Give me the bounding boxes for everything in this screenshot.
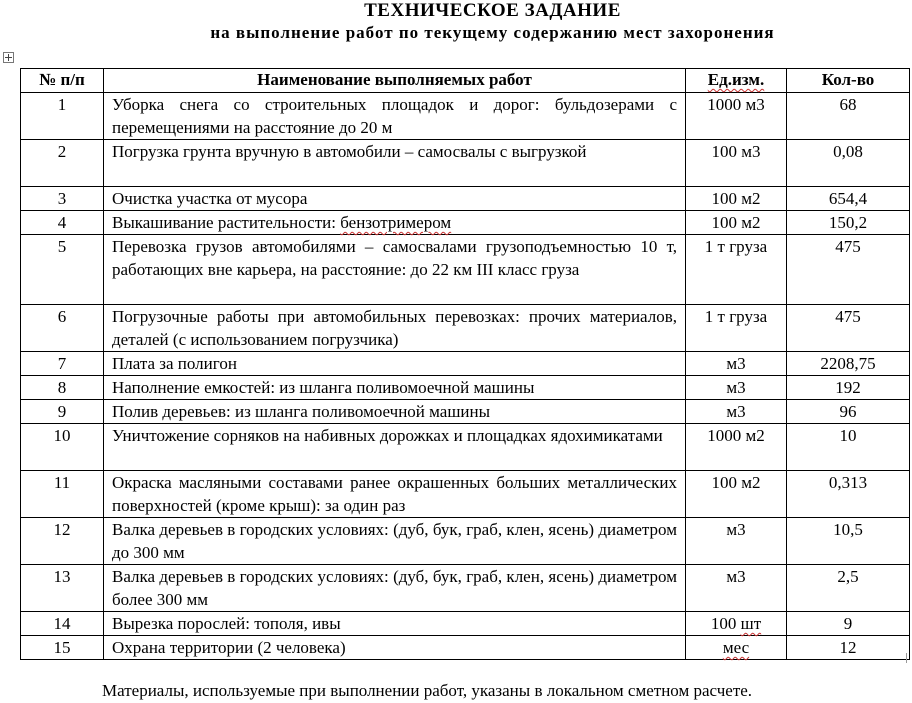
row-quantity: 0,313: [787, 471, 910, 518]
row-unit: 100 м3: [686, 140, 787, 187]
row-work-name: Валка деревьев в городских условиях: (дуб, бук, граб, клен, ясень) диаметром более 300 мм: [104, 565, 686, 612]
row-quantity: 9: [787, 612, 910, 636]
table-row: [21, 565, 910, 612]
row-number: 7: [21, 352, 104, 376]
row-unit: м3: [686, 518, 787, 565]
document-title: ТЕХНИЧЕСКОЕ ЗАДАНИЕ: [364, 0, 621, 21]
row-number: 11: [21, 471, 104, 518]
row-work-name: Окраска масляными составами ранее окрашенных больших металлических поверхностей (кроме крыш): за один раз: [104, 471, 686, 518]
row-unit: 1 т груза: [686, 305, 787, 352]
row-work-name: Наполнение емкостей: из шланга поливомоечной машины: [104, 376, 686, 400]
row-quantity: 10: [787, 424, 910, 471]
row-quantity: 10,5: [787, 518, 910, 565]
row-work-name: Погрузка грунта вручную в автомобили – самосвалы с выгрузкой: [104, 140, 686, 187]
row-quantity: 96: [787, 400, 910, 424]
table-row: [21, 636, 910, 660]
header-num: № п/п: [21, 69, 104, 93]
header-unit: [686, 69, 787, 93]
row-work-name: Плата за полигон: [104, 352, 686, 376]
row-number: 4: [21, 211, 104, 235]
row-number: 6: [21, 305, 104, 352]
spellcheck-mark: шт: [740, 614, 762, 633]
header-unit-text: Ед.изм.: [707, 70, 765, 89]
table-row: [21, 376, 910, 400]
row-work-name: Выкашивание растительности: бензотримером: [104, 211, 686, 235]
row-unit: 1000 м3: [686, 93, 787, 140]
row-quantity: 68: [787, 93, 910, 140]
row-quantity: 654,4: [787, 187, 910, 211]
row-unit: 1 т груза: [686, 235, 787, 305]
row-number: 14: [21, 612, 104, 636]
row-unit: 100 шт: [686, 612, 787, 636]
table-row: [21, 612, 910, 636]
table-row: [21, 140, 910, 187]
header-qty: Кол-во: [787, 69, 910, 93]
row-work-name: Полив деревьев: из шланга поливомоечной машины: [104, 400, 686, 424]
row-number: 8: [21, 376, 104, 400]
spellcheck-mark: мес: [722, 638, 750, 657]
row-unit: [686, 636, 787, 660]
row-work-name: Валка деревьев в городских условиях: (дуб, бук, граб, клен, ясень) диаметром до 300 мм: [104, 518, 686, 565]
row-number: 3: [21, 187, 104, 211]
table-row: [21, 235, 910, 305]
row-unit: м3: [686, 376, 787, 400]
header-name: Наименование выполняемых работ: [104, 69, 686, 93]
table-move-handle-icon[interactable]: [3, 52, 14, 63]
row-work-name: Уборка снега со строительных площадок и дорог: бульдозерами с перемещениями на расстояние до 20 м: [104, 93, 686, 140]
row-quantity: 2,5: [787, 565, 910, 612]
row-work-name: Перевозка грузов автомобилями – самосвалами грузоподъемностью 10 т, работающих вне карьера, на расстояние: до 22 км III класс груза: [104, 235, 686, 305]
row-work-name: Охрана территории (2 человека): [104, 636, 686, 660]
row-quantity: 12: [787, 636, 910, 660]
row-number: 10: [21, 424, 104, 471]
row-quantity: 192: [787, 376, 910, 400]
row-unit: 100 м2: [686, 187, 787, 211]
table-row: [21, 518, 910, 565]
row-quantity: 475: [787, 235, 910, 305]
row-number: 13: [21, 565, 104, 612]
row-unit: 1000 м2: [686, 424, 787, 471]
spellcheck-mark: бензотримером: [340, 213, 452, 232]
table-row: [21, 187, 910, 211]
row-unit: 100 м2: [686, 211, 787, 235]
table-row: [21, 400, 910, 424]
row-unit: м3: [686, 400, 787, 424]
table-header-row: [21, 69, 910, 93]
work-table: [20, 68, 910, 660]
row-work-name: Погрузочные работы при автомобильных перевозках: прочих материалов, деталей (с использованием погрузчика): [104, 305, 686, 352]
table-row: [21, 471, 910, 518]
row-quantity: 2208,75: [787, 352, 910, 376]
row-unit: м3: [686, 352, 787, 376]
table-row: [21, 93, 910, 140]
row-quantity: 475: [787, 305, 910, 352]
document-subtitle: на выполнение работ по текущему содержанию мест захоронения: [210, 23, 775, 42]
row-unit: 100 м2: [686, 471, 787, 518]
row-quantity: 0,08: [787, 140, 910, 187]
row-work-name: Очистка участка от мусора: [104, 187, 686, 211]
row-unit: м3: [686, 565, 787, 612]
row-number: 2: [21, 140, 104, 187]
row-number: 9: [21, 400, 104, 424]
right-margin-mark: [906, 653, 912, 663]
row-number: 15: [21, 636, 104, 660]
row-quantity: 150,2: [787, 211, 910, 235]
row-number: 12: [21, 518, 104, 565]
row-work-name: Вырезка порослей: тополя, ивы: [104, 612, 686, 636]
table-row: [21, 352, 910, 376]
table-row: [21, 305, 910, 352]
row-number: 1: [21, 93, 104, 140]
table-row: [21, 424, 910, 471]
table-row: [21, 211, 910, 235]
row-number: 5: [21, 235, 104, 305]
footer-note: Материалы, используемые при выполнении работ, указаны в локальном сметном расчете.: [102, 681, 753, 700]
row-work-name: Уничтожение сорняков на набивных дорожках и площадках ядохимикатами: [104, 424, 686, 471]
